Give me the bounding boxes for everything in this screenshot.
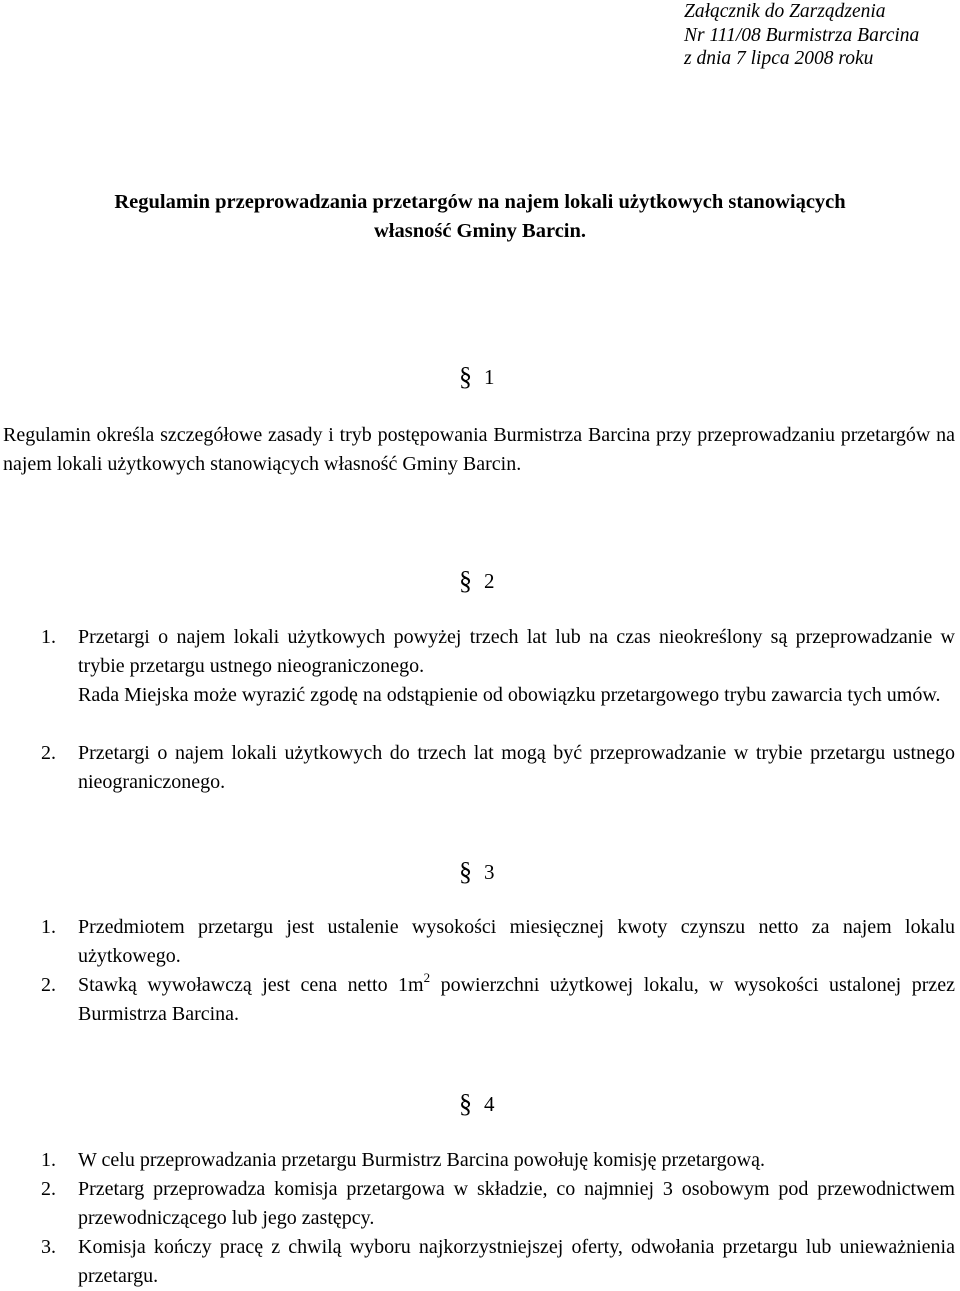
annex-line-2: Nr 111/08 Burmistrza Barcina	[684, 24, 920, 46]
item-text	[78, 971, 955, 1029]
section-number: 3	[484, 860, 495, 884]
section-number: 4	[484, 1092, 495, 1116]
item-number: 3.	[41, 1236, 56, 1258]
section-symbol: §	[459, 566, 472, 595]
annex-line-3: z dnia 7 lipca 2008 roku	[684, 48, 874, 69]
section-3-heading	[459, 857, 495, 887]
section-symbol: §	[459, 362, 472, 391]
section-1-heading	[459, 362, 495, 392]
item-text-part-a: Stawką wywoławczą jest cena netto 1m	[78, 974, 424, 996]
item-text: Przetarg przeprowadza komisja przetargowa w składzie, co najmniej 3 osobowym pod przewodnictwem przewodniczącego lub jego zastępcy.	[78, 1178, 955, 1229]
section-number: 1	[484, 365, 495, 389]
item-text: Przedmiotem przetargu jest ustalenie wysokości miesięcznej kwoty czynszu netto za najem lokalu użytkowego.	[78, 916, 955, 967]
item-number: 2.	[41, 974, 56, 996]
title-line-1: Regulamin przeprowadzania przetargów na najem lokali użytkowych stanowiących	[114, 191, 846, 213]
document-title	[0, 188, 960, 246]
section-symbol: §	[459, 857, 472, 886]
section-4-heading	[459, 1089, 495, 1119]
item-number: 1.	[41, 916, 56, 938]
annex-line-1: Załącznik do Zarządzenia	[684, 1, 886, 22]
item-text: Przetargi o najem lokali użytkowych do trzech lat mogą być przeprowadzanie w trybie przetargu ustnego nieograniczonego.	[78, 742, 955, 793]
item-text-part-b: powierzchni użytkowej lokalu, w wysokości ustalonej przez Burmistrza Barcina.	[78, 974, 955, 1025]
section-symbol: §	[459, 1089, 472, 1118]
item-text: W celu przeprowadzania przetargu Burmistrz Barcina powołuję komisję przetargową.	[78, 1149, 765, 1171]
item-text: Przetargi o najem lokali użytkowych powyżej trzech lat lub na czas nieokreślony są przeprowadzanie w trybie przetargu ustnego nieograniczonego.	[78, 626, 955, 677]
item-text: Komisja kończy pracę z chwilą wyboru najkorzystniejszej oferty, odwołania przetargu lub unieważnienia przetargu.	[78, 1236, 955, 1287]
section-1-text: Regulamin określa szczegółowe zasady i tryb postępowania Burmistrza Barcina przy przeprowadzaniu przetargów na najem lokali użytkowych stanowiących własność Gminy Barcin.	[3, 424, 955, 475]
item-number: 2.	[41, 742, 56, 764]
superscript-exponent: 2	[423, 970, 431, 985]
section-2-heading	[459, 566, 495, 596]
section-number: 2	[484, 569, 495, 593]
item-number: 1.	[41, 626, 56, 648]
item-number: 1.	[41, 1149, 56, 1171]
item-number: 2.	[41, 1178, 56, 1200]
section-2-item-1-continuation: Rada Miejska może wyrazić zgodę na odstąpienie od obowiązku przetargowego trybu zawarcia tych umów.	[78, 684, 941, 706]
title-line-2: własność Gminy Barcin.	[373, 220, 587, 242]
annex-header	[684, 0, 919, 71]
